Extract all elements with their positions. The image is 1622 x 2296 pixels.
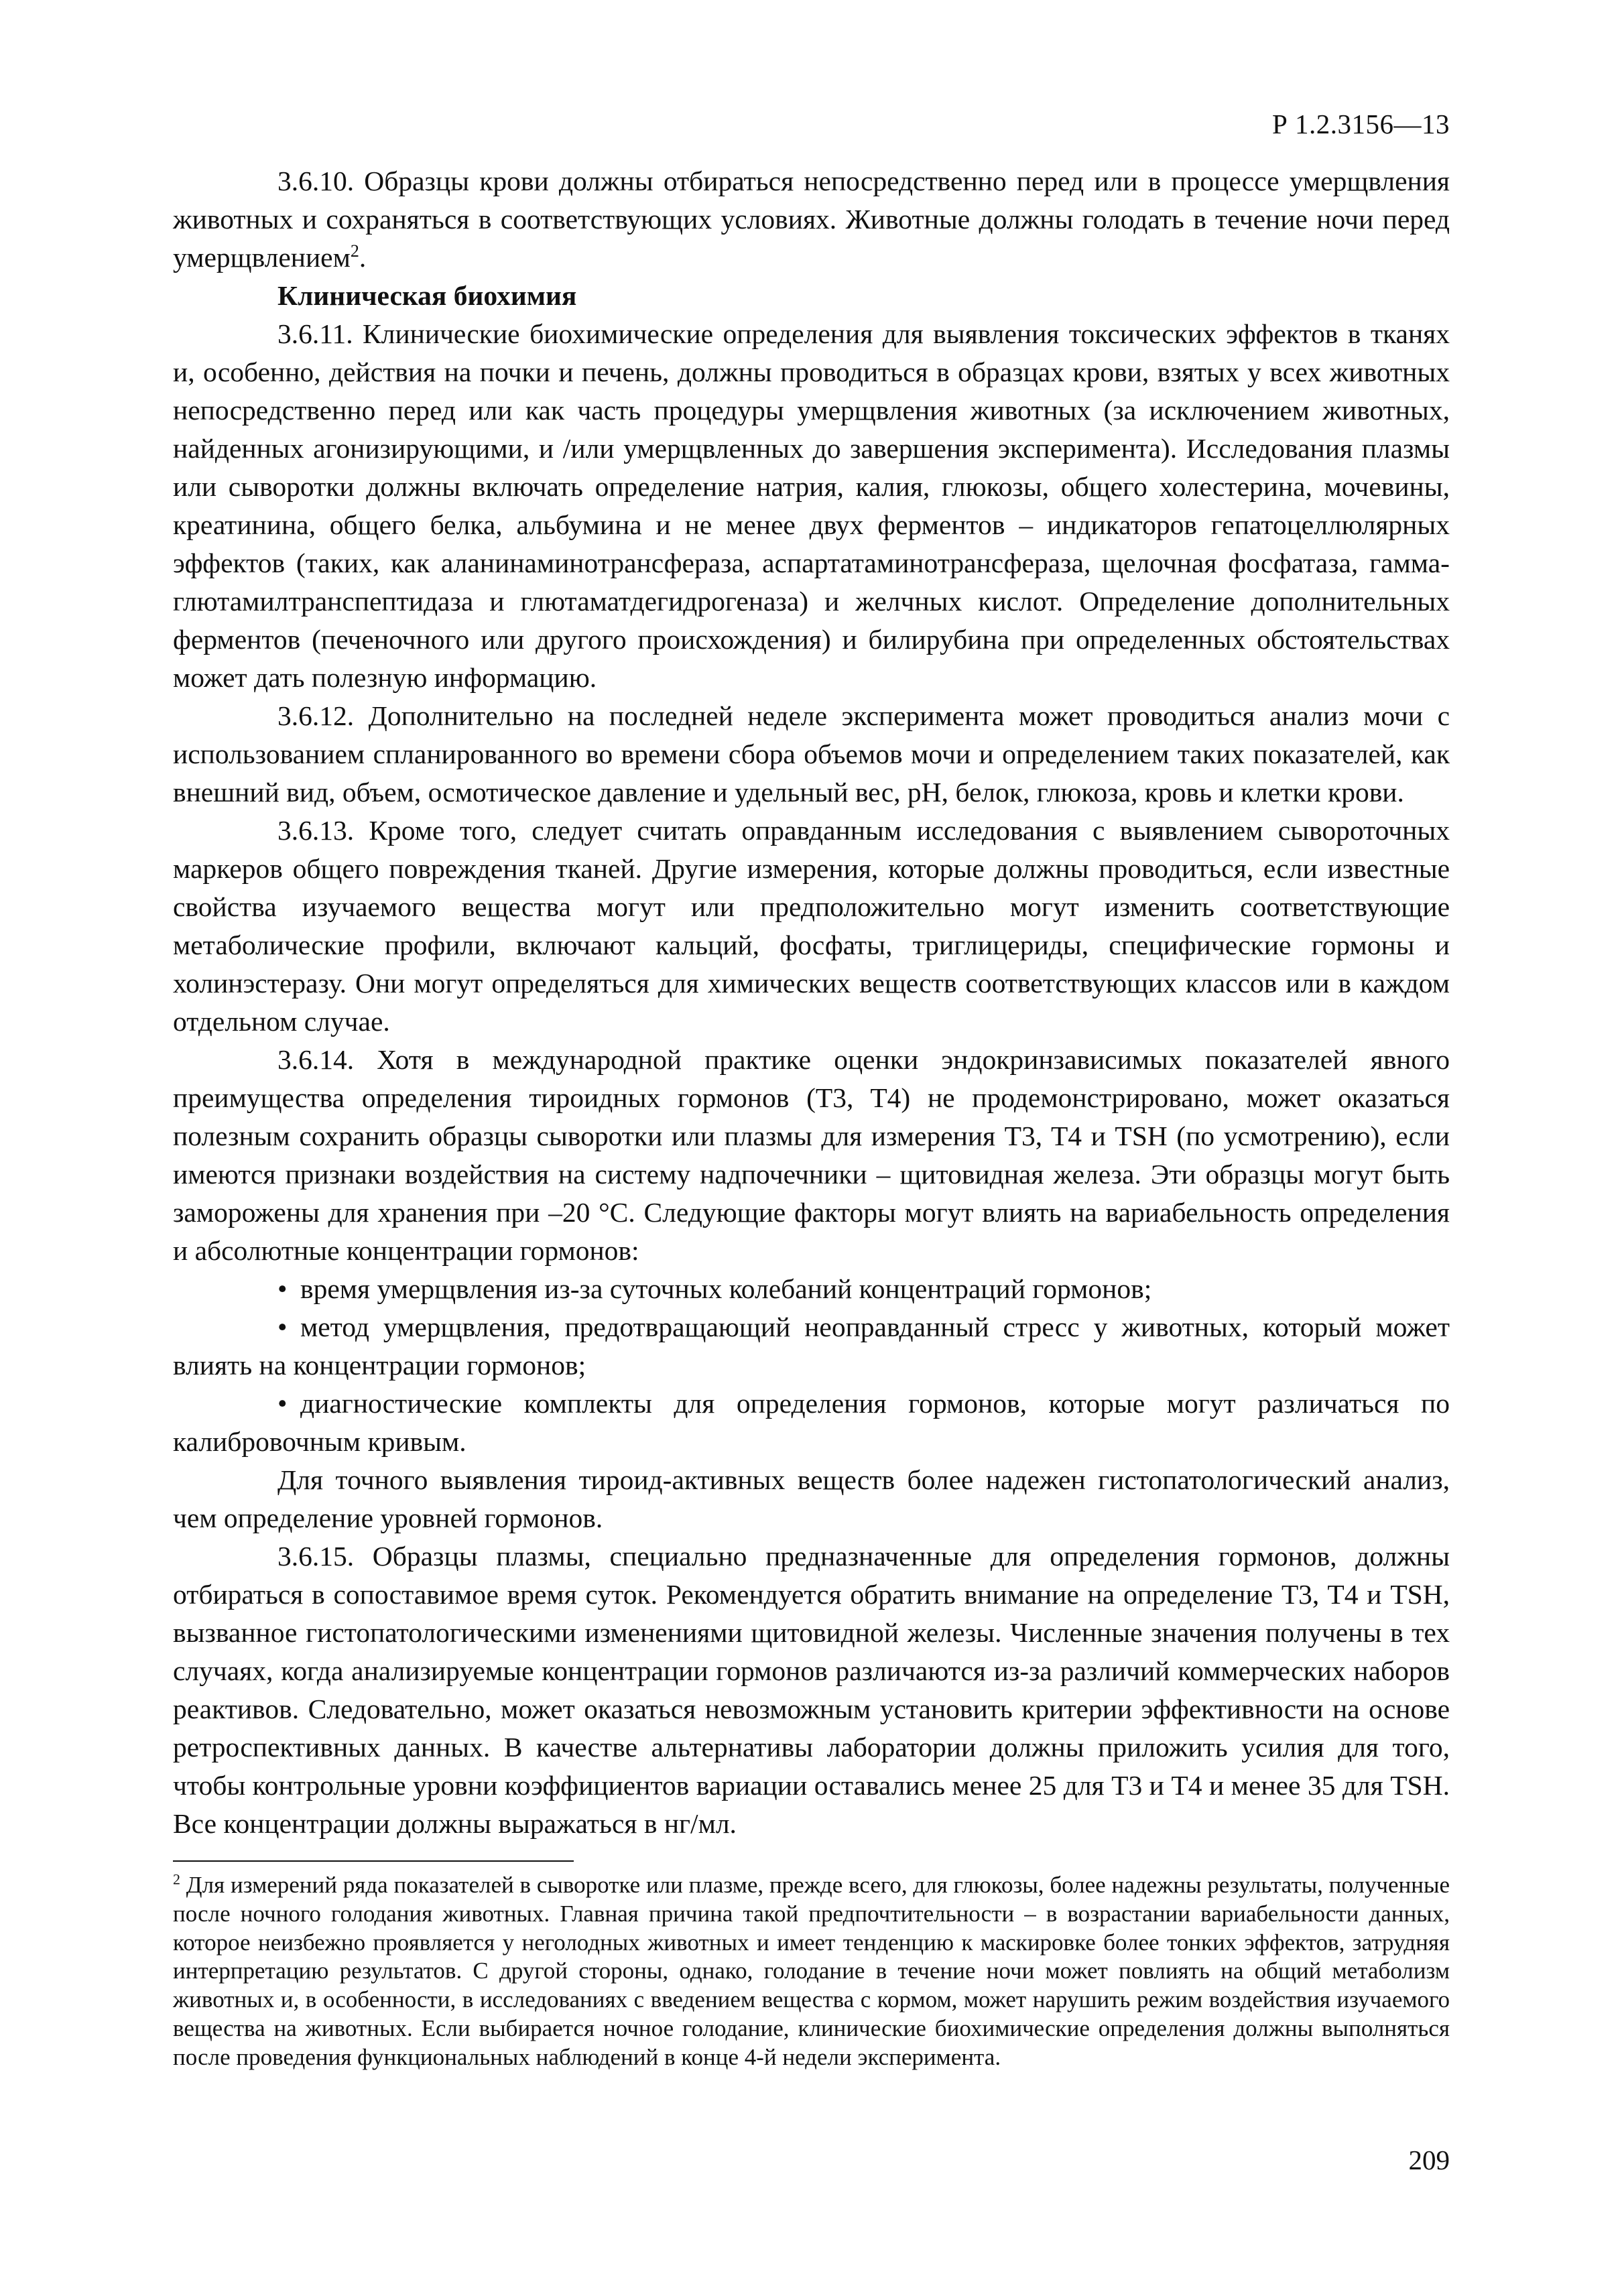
heading-clinical-biochemistry: Клиническая биохимия: [277, 280, 577, 311]
bullet-item: [173, 1385, 1450, 1461]
paragraph-3-6-14: 3.6.14. Хотя в международной практике оценки эндокринзависимых показателей явного преимущества определения тироидных гормонов (T3, T4) не продемонстрировано, может оказаться полезным сохранить образцы сыворотки или плазмы для измерения T3, T4 и TSH (по усмотрению), если имеются признаки воздействия на систему надпочечники – щитовидная железа. Эти образцы могут быть заморожены для хранения при –20 °С. Следующие факторы могут влиять на вариабельность определения и абсолютные концентрации гормонов:: [173, 1044, 1450, 1266]
bullet-text: диагностические комплекты для определения гормонов, которые могут различаться по калибровочным кривым.: [173, 1388, 1450, 1457]
bullet-text: метод умерщвления, предотвращающий неоправданный стресс у животных, который может влиять на концентрации гормонов;: [173, 1312, 1450, 1381]
paragraph-3-6-10-end: .: [359, 242, 367, 273]
paragraph-thyroid-active: Для точного выявления тироид-активных веществ более надежен гистопатологический анализ, чем определение уровней гормонов.: [173, 1464, 1450, 1533]
bullet-icon: •: [277, 1388, 288, 1419]
document-code: Р 1.2.3156—13: [1271, 109, 1450, 139]
paragraph-3-6-12: 3.6.12. Дополнительно на последней неделе эксперимента может проводиться анализ мочи с использованием спланированного во времени сбора объемов мочи и определением таких показателей, как внешний вид, объем, осмотическое давление и удельный вес, pH, белок, глюкоза, кровь и клетки крови.: [173, 700, 1450, 808]
bullet-icon: •: [277, 1273, 288, 1304]
paragraph-3-6-13: 3.6.13. Кроме того, следует считать оправданным исследования с выявлением сывороточных маркеров общего повреждения тканей. Другие измерения, которые должны проводиться, если известные свойства изучаемого вещества могут или предположительно могут изменить соответствующие метаболические профили, включают кальций, фосфаты, триглицериды, специфические гормоны и холинэстеразу. Они могут определяться для химических веществ соответствующих классов или в каждом отдельном случае.: [173, 815, 1450, 1037]
main-text: [173, 162, 1450, 1843]
footnote-divider: [173, 1860, 574, 1862]
bullet-text: время умерщвления из-за суточных колебаний концентраций гормонов;: [300, 1273, 1152, 1304]
footnote-reference: 2: [350, 241, 359, 261]
footnote-text: Для измерений ряда показателей в сыворотке или плазме, прежде всего, для глюкозы, более надежны результаты, полученные после ночного голодания животных. Главная причина такой предпочтительности – в возрастании вариабельности данных, которое неизбежно проявляется у неголодных животных и имеет тенденцию к маскировке более тонких эффектов, затрудняя интерпретацию результатов. С другой стороны, однако, голодание в течение ночи может повлиять на общий метаболизм животных и, в особенности, в исследованиях с введением вещества с кормом, может нарушить режим воздействия изучаемого вещества на животных. Если выбирается ночное голодание, клинические биохимические определения должны выполняться после проведения функциональных наблюдений в конце 4-й недели эксперимента.: [173, 1872, 1450, 2070]
page-number: 209: [1408, 2145, 1450, 2175]
bullet-item: [173, 1308, 1450, 1385]
paragraph-3-6-10: [173, 162, 1450, 277]
paragraph-3-6-11: 3.6.11. Клинические биохимические определения для выявления токсических эффектов в тканях и, особенно, действия на почки и печень, должны проводиться в образцах крови, взятых у всех животных непосредственно перед или как часть процедуры умерщвления животных (за исключением животных, найденных агонизирующими, и /или умерщвленных до завершения эксперимента). Исследования плазмы или сыворотки должны включать определение натрия, калия, глюкозы, общего холестерина, мочевины, креатинина, общего белка, альбумина и не менее двух ферментов – индикаторов гепатоцеллюлярных эффектов (таких, как аланинаминотрансфераза, аспартатаминотрансфераза, щелочная фосфатаза, гамма-глютамилтранспептидаза и глютаматдегидрогеназа) и желчных кислот. Определение дополнительных ферментов (печеночного или другого происхождения) и билирубина при определенных обстоятельствах может дать полезную информацию.: [173, 318, 1450, 693]
footnote: [173, 1871, 1450, 2072]
paragraph-3-6-15: 3.6.15. Образцы плазмы, специально предназначенные для определения гормонов, должны отбираться в сопоставимое время суток. Рекомендуется обратить внимание на определение T3, T4 и TSH, вызванное гистопатологическими изменениями щитовидной железы. Численные значения получены в тех случаях, когда анализируемые концентрации гормонов различаются из-за различий коммерческих наборов реактивов. Следовательно, может оказаться невозможным установить критерии эффективности на основе ретроспективных данных. В качестве альтернативы лаборатории должны приложить усилия для того, чтобы контрольные уровни коэффициентов вариации оставались менее 25 для T3 и T4 и менее 35 для TSH. Все концентрации должны выражаться в нг/мл.: [173, 1541, 1450, 1839]
bullet-item: [173, 1270, 1450, 1308]
footnote-marker: 2: [173, 1870, 180, 1888]
bullet-icon: •: [277, 1312, 288, 1342]
paragraph-3-6-10-text: 3.6.10. Образцы крови должны отбираться непосредственно перед или в процессе умерщвления животных и сохраняться в соответствующих условиях. Животные должны голодать в течение ночи перед умерщвлением: [173, 166, 1450, 273]
